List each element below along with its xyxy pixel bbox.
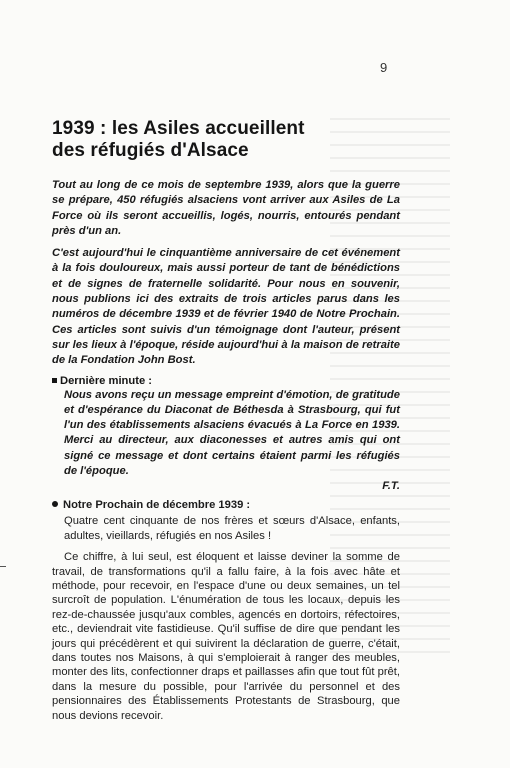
section-heading-text: Notre Prochain de décembre 1939 : (63, 499, 251, 512)
body-paragraph-2: Ce chiffre, à lui seul, est éloquent et laisse deviner la somme de travail, de transformations qu'il a fallu faire, à la fois avec hâte et méthode, pour recevoir, en l'espace d'une ou deux semaines, un tel surcroît de population. L'énumération de tous les locaux, depuis les rez-de-chaussée jusqu'aux combles, agencés en dortoirs, réfectoires, etc., deviendrait vite fastidieuse. Qu'il suffise de dire que pendant les jours qui précédèrent et qui suivirent la déclaration de guerre, c'était, dans toutes nos Maisons, à qui s'emploierait à ranger des meubles, monter des lits, confectionner draps et paillasses afin que tout fût prêt, dans la mesure du possible, pour l'arrivée du personnel et des pensionnaires des Établissements Protestants de Strasbourg, que nous devions recevoir. (52, 551, 400, 722)
last-minute-heading-text: Dernière minute : (60, 374, 153, 387)
page-number: 9 (380, 60, 388, 75)
title-line-1: 1939 : les Asiles accueillent (52, 118, 305, 139)
section-heading (52, 498, 400, 512)
title-line-2: des réfugiés d'Alsace (52, 140, 249, 161)
margin-mark (0, 566, 6, 567)
square-bullet-icon (52, 378, 57, 383)
intro-paragraph: Tout au long de ce mois de septembre 1939, alors que la guerre se prépare, 450 réfugiés alsaciens vont arriver aux Asiles de La Force où ils seront accueillis, logés, nourris, entourés pendant près d'un an. (52, 179, 400, 237)
article (52, 118, 400, 723)
round-bullet-icon (52, 501, 58, 507)
anniversary-paragraph: C'est aujourd'hui le cinquantième anniversaire de cet événement à la fois douloureux, mais aussi porteur de tant de bénédictions et de signes de fraternelle solidarité. Pour nous en souvenir, nous publions ici des extraits de trois articles parus dans les numéros de décembre 1939 et de février 1940 de Notre Prochain. Ces articles sont suivis d'un témoignage dont l'auteur, présent sur les lieux à l'époque, réside aujourd'hui à la maison de retraite de la Fondation John Bost. (52, 247, 400, 367)
body-paragraph-1: Quatre cent cinquante de nos frères et sœurs d'Alsace, enfants, adultes, vieillards, réfugiés en nos Asiles ! (64, 515, 400, 542)
signature: F.T. (382, 480, 400, 493)
article-title (52, 118, 400, 162)
last-minute-paragraph: Nous avons reçu un message empreint d'émotion, de gratitude et d'espérance du Diaconat de Béthesda à Strasbourg, qui fut l'un des établissements alsaciens évacués à La Force en 1939. Merci au directeur, aux diaconesses et autres amis qui ont signé ce message et dont certains étaient parmi les réfugiés de l'époque. (64, 388, 400, 478)
last-minute-heading (52, 374, 400, 388)
